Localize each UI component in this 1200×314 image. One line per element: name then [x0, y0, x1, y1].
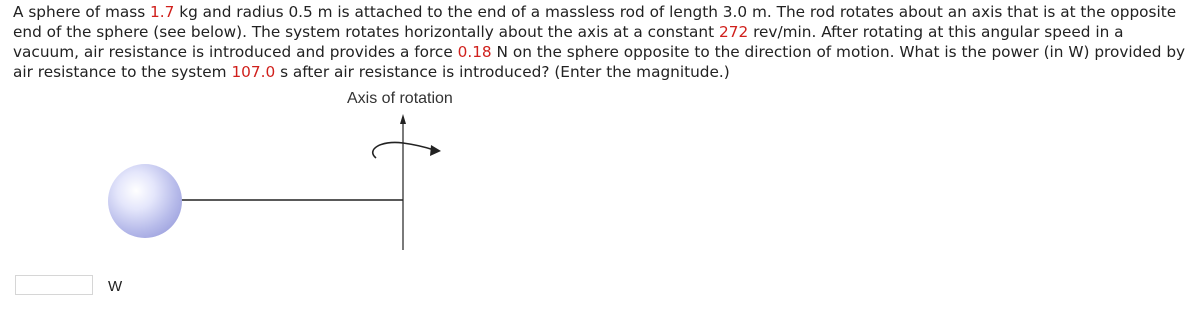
axis-of-rotation-label: Axis of rotation	[347, 90, 453, 107]
mass-value: 1.7	[150, 3, 175, 21]
sphere	[108, 164, 182, 238]
problem-text-5: s after air resistance is introduced? (Enter the magnitude.)	[275, 63, 730, 81]
rotation-arrowhead	[430, 145, 441, 156]
problem-text-2: kg and radius 0.5 m is attached to the end of a massless rod of length 3.0 m. The rod rotates about an axis that is at the opposite end of the sphere (see below). The system rotates horizontally about the axis at a constant	[13, 3, 1177, 41]
force-value: 0.18	[457, 43, 492, 61]
problem-text-3: rev/min. After rotating at this angular speed in a vacuum, air resistance is introduced and provides a force	[13, 23, 1124, 61]
angular-speed-value: 272	[719, 23, 749, 41]
problem-text-1: A sphere of mass	[13, 3, 151, 21]
answer-unit-label: W	[108, 278, 123, 295]
answer-input[interactable]	[15, 275, 93, 295]
axis-arrowhead	[400, 114, 406, 124]
rotation-direction-arrow	[373, 142, 434, 158]
time-value: 107.0	[231, 63, 276, 81]
problem-statement	[13, 2, 1193, 82]
problem-text-4: N on the sphere opposite to the direction of motion. What is the power (in W) provided by air resistance to the system	[13, 43, 1186, 81]
